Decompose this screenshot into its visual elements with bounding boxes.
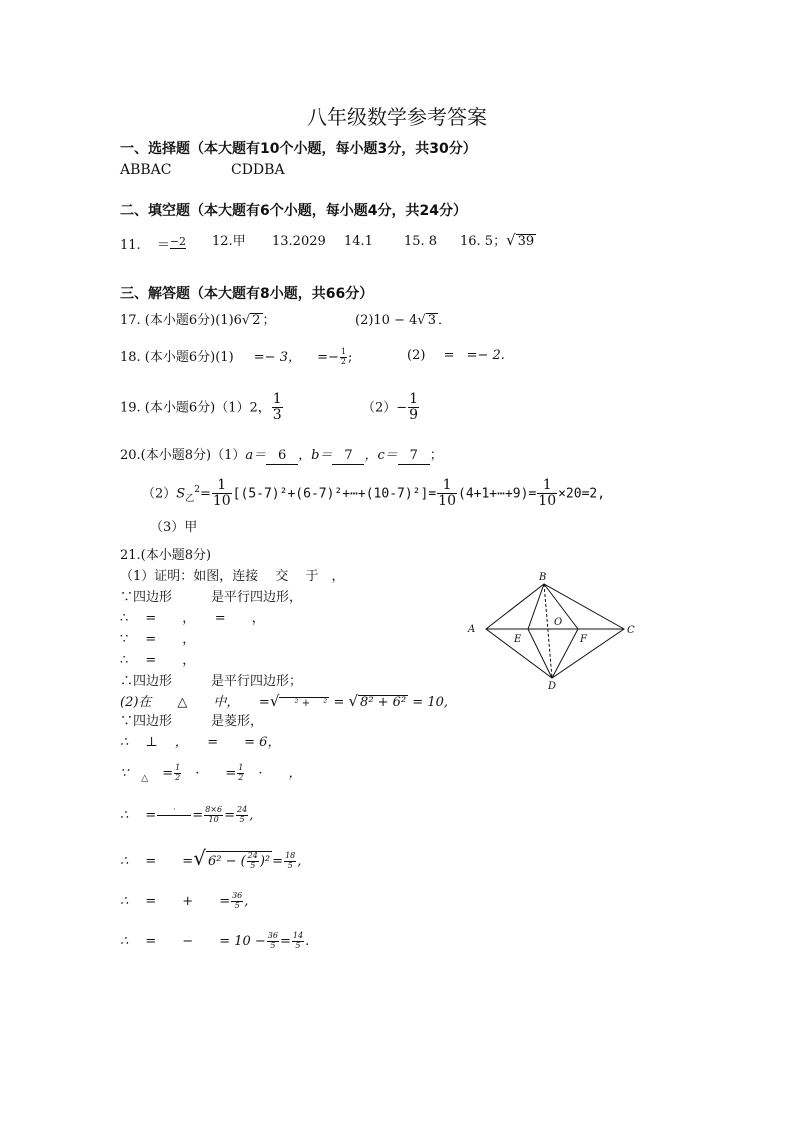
q21-line-5: ∴ = ， (120, 653, 196, 668)
q21-12b: = (272, 854, 284, 869)
fill-answer-15: 15. 8 (404, 234, 438, 249)
label-e: E (514, 634, 522, 645)
q21-14-n2: 14 (292, 931, 304, 940)
q20-eq: = (199, 486, 211, 502)
q21-12-n: 24 (247, 851, 258, 861)
q18-x3: = (443, 348, 455, 363)
q11-label: 11. (120, 238, 141, 253)
q19-part2: （2）− (362, 400, 408, 416)
answer-18-part1 (120, 348, 352, 367)
q20-frac-3 (537, 478, 557, 510)
answer-19-part2 (362, 392, 420, 424)
label-f: F (580, 634, 587, 645)
q21-7a: (2)在 △ 中， = (120, 695, 270, 710)
q21-11-d3: 5 (239, 814, 245, 824)
segment-df (552, 629, 578, 678)
q16-sqrt: 39 (517, 234, 535, 249)
rhombus-figure (460, 570, 640, 695)
q21-line-14 (120, 932, 309, 951)
answer-17-part2: (2)10 − 4√ 3 ． (355, 313, 451, 328)
q21-line-6: ∴四边形 是平行四边形； (120, 674, 303, 689)
q20-frac1-num: 1 (212, 478, 232, 494)
q21-10-triangle: △ (141, 773, 149, 784)
q21-13-d: 5 (234, 900, 240, 910)
q21-line-3: ∴ = ， = ， (120, 611, 265, 626)
q21-14-d2: 5 (295, 940, 301, 950)
q18-x4: =− 2. (466, 348, 505, 363)
q21-line-7: (2)在 △ 中， =√ ² + ² = √ 8² + 6² = 10, (120, 692, 449, 710)
q19-num2: 1 (409, 391, 419, 407)
q21-line-4: ∵ = ， (120, 632, 196, 647)
q19-den2: 9 (409, 407, 419, 424)
q20-b-label: ，b＝ (298, 448, 333, 463)
q21-13a: ∴ = + = (120, 893, 231, 909)
q21-12-s2: )² (259, 854, 271, 869)
q21-14-frac2 (292, 932, 304, 951)
q18-prefix: 18. (本小题6分)(1) (120, 349, 234, 365)
q20-a-value: 6 (266, 448, 298, 465)
fill-answer-13: 13.2029 (272, 234, 326, 249)
fill-answer-11 (120, 234, 186, 254)
q21-line-8: ∵四边形 是菱形， (120, 714, 264, 729)
q21-11-n2: 8×6 (205, 805, 223, 814)
q21-12e: , (297, 854, 302, 869)
q21-7-sqrt1: ² + ² (281, 698, 328, 709)
q21-12-frac2 (284, 852, 296, 871)
q20-c-value: 7 (398, 448, 430, 465)
q21-line-2: ∵四边形 是平行四边形， (120, 590, 303, 605)
q21-7-sqrt2: 8² + 6² (360, 695, 407, 710)
q21-14-frac1 (267, 932, 279, 951)
q20-frac2-den: 10 (438, 493, 456, 510)
q20-a-label: a＝ (245, 448, 267, 463)
q21-12-d: 5 (250, 861, 256, 870)
q21-13e: , (244, 893, 249, 909)
q20-s: S (176, 486, 186, 502)
page-title: 八年级数学参考答案 (307, 105, 487, 129)
q21-14-n: 36 (267, 931, 278, 940)
section-3-heading: 三、解答题（本大题有8小题，共66分） (120, 286, 374, 302)
q20-frac-2 (437, 478, 457, 510)
q20-frac1-den: 10 (212, 493, 231, 510)
q21-line-12: ∴ = =√ 6² − ( $\frac{24}{5}$ )² = $\frac{18}{5}$ , (120, 846, 302, 870)
q21-11-frac2 (204, 806, 223, 825)
section-1-heading: 一、选择题（本大题有10个小题，每小题3分，共30分） (120, 141, 477, 157)
q17-prefix: 17. (本小题6分)(1)6 (120, 313, 242, 328)
q20-sup: 2 (194, 485, 200, 496)
q21-12-s: 6² − ( (207, 854, 246, 869)
q21-14b: = (279, 933, 291, 949)
q21-10-frac1 (174, 764, 181, 783)
answer-17-part1: 17. (本小题6分)(1)6√ 2 ； (120, 313, 276, 328)
q20-sub: 乙 (185, 493, 195, 504)
q20-end: ； (429, 448, 443, 463)
q21-13-frac (231, 892, 243, 911)
q21-12-frac (247, 852, 259, 871)
q20-frac3-num: 1 (537, 478, 557, 494)
q21-10c: · = (182, 765, 237, 781)
fill-answer-12: 12.甲 (212, 234, 246, 249)
q19-fraction-2 (408, 392, 419, 424)
q21-11c: = (224, 807, 235, 823)
q17-sep: ； (262, 313, 276, 328)
q18-x2: =− (317, 349, 339, 365)
q18-fraction (340, 348, 347, 367)
q18-x1: =− 3， (253, 349, 301, 365)
q21-line-9: ∴ ⊥ ， = = 6， (120, 735, 281, 750)
q21-12-n2: 18 (285, 851, 296, 861)
q11-eq: ＝ (156, 238, 170, 253)
q21-11e: , (249, 807, 254, 823)
answer-20-part3: （3）甲 (150, 520, 198, 535)
q21-10e: · ， (245, 765, 302, 781)
q21-10-frac2 (237, 764, 244, 783)
q20-frac3-den: 10 (538, 493, 557, 510)
q21-line-11 (120, 806, 253, 825)
q21-10b: = (162, 765, 174, 781)
q20-prefix: 20.(本小题8分)（1） (120, 448, 246, 463)
q20-bracket: [(5-7)²+(6-7)²+⋯+(10-7)²]= (232, 486, 437, 502)
label-b: B (539, 572, 547, 583)
answer-20-part2 (142, 478, 605, 510)
q20-2-label: （2） (142, 486, 177, 502)
q20-b-value: 7 (332, 448, 364, 465)
q18-part2-label: (2) (407, 348, 426, 363)
q21-10-n2: 1 (238, 763, 244, 772)
fill-answer-14: 14.1 (344, 234, 373, 249)
q21-10a: ∵ (120, 765, 142, 781)
label-a: A (468, 624, 476, 635)
q21-line-10 (120, 764, 301, 783)
q21-11b: = (192, 807, 204, 823)
q21-10-d1: 2 (175, 772, 181, 782)
q11-value: −2 (169, 235, 187, 248)
answer-18-part2 (407, 348, 505, 364)
q21-12-d2: 5 (287, 861, 293, 870)
q21-11-frac1 (157, 806, 191, 825)
q21-12-sqrt (206, 851, 272, 871)
q17-part2: (2)10 − 4 (355, 313, 418, 328)
q21-11-d2: 10 (208, 814, 219, 824)
q21-14-d: 5 (270, 940, 276, 950)
q20-mid: (4+1+⋯+9)= (458, 486, 537, 502)
choice-answers-1-5: ABBAC (120, 162, 172, 178)
q19-den1: 3 (272, 407, 282, 424)
q17-sqrt2: 3 (427, 313, 436, 328)
q21-line-13 (120, 892, 248, 911)
q19-num1: 1 (272, 391, 282, 407)
q21-10-n1: 1 (175, 763, 181, 772)
q20-frac2-num: 1 (437, 478, 457, 494)
q21-14a: ∴ = − = 10 − (120, 933, 266, 949)
q21-10-d2: 2 (238, 772, 244, 782)
q21-12a: ∴ = = (120, 854, 194, 869)
q21-11-n: · (157, 806, 191, 816)
q18-den: 2 (340, 356, 347, 366)
q16-prefix: 16. 5； (460, 234, 507, 249)
q21-7c: = 10, (408, 695, 449, 710)
q21-7b: = (329, 695, 349, 710)
section-2-heading: 二、填空题（本大题有6个小题，每小题4分，共24分） (120, 203, 467, 219)
q21-line-1: （1）证明：如图，连接 交 于 ， (120, 569, 345, 584)
q19-prefix: 19. (本小题6分)（1）2， (120, 400, 271, 416)
q19-fraction-1 (272, 392, 283, 424)
answer-20-part1 (120, 448, 443, 465)
q18-num: 1 (340, 347, 347, 356)
q17-end: ． (437, 313, 451, 328)
choice-answers-6-10: CDDBA (231, 162, 285, 178)
q21-11a: ∴ = (120, 807, 157, 823)
q20-c-label: ，c＝ (364, 448, 398, 463)
label-o: O (554, 617, 563, 628)
q21-14e: . (305, 933, 310, 949)
q20-frac-1 (212, 478, 232, 510)
q17-sqrt1: 2 (252, 313, 261, 328)
q18-end: ; (348, 349, 353, 365)
answer-21-heading: 21.(本小题8分) (120, 548, 212, 563)
fill-answer-16: 16. 5；√ 39 (460, 231, 535, 249)
q21-11-frac3 (236, 806, 248, 825)
q21-13-n: 36 (232, 891, 243, 900)
label-d: D (548, 681, 557, 692)
label-c: C (627, 625, 635, 636)
answer-19-part1 (120, 392, 284, 424)
q20-tail: ×20=2, (558, 486, 606, 502)
q21-11-n3: 24 (237, 805, 248, 814)
